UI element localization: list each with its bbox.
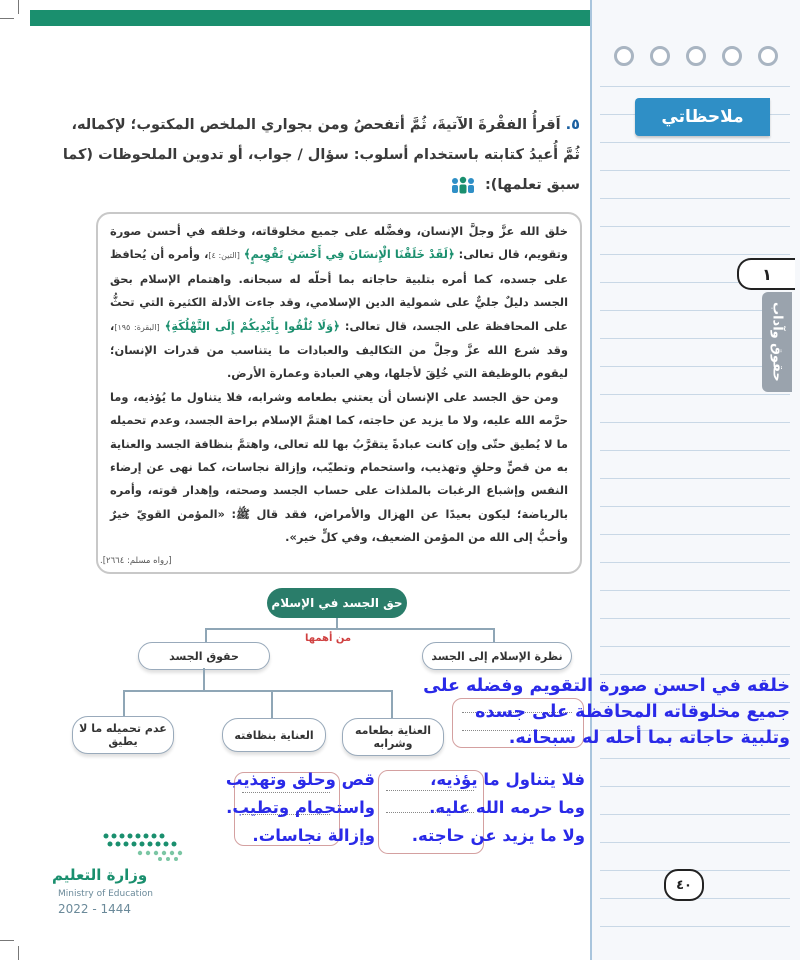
ruled-line [600, 394, 790, 395]
handwritten-line: جميع مخلوقاته المحافظة على جسده [475, 702, 790, 722]
ruled-line [600, 86, 790, 87]
page-number: ٤٠ [664, 869, 704, 901]
binder-dot [758, 46, 778, 66]
ruled-line [600, 506, 790, 507]
task-instruction [55, 110, 580, 200]
edition-year: 2022 - 1444 [58, 902, 132, 916]
connector-line [123, 690, 393, 692]
ruled-line [600, 618, 790, 619]
connector-line [391, 690, 393, 720]
ministry-logo-icon [100, 828, 190, 862]
ruled-line [600, 170, 790, 171]
task-number: ٥. [565, 117, 580, 133]
handwritten-line: خلقه في احسن صورة التقويم وفضله على [423, 676, 790, 696]
unit-number: ١ [737, 258, 795, 290]
diagram-root: حق الجسد في الإسلام [267, 588, 407, 618]
ruled-line [600, 842, 790, 843]
verse-reference: [التين: ٤] [208, 251, 240, 261]
ruled-line [600, 198, 790, 199]
verse-reference: [البقرة: ١٩٥] [114, 322, 160, 332]
group-work-icon [450, 176, 476, 194]
task-text: اَقرأُ الفقْرةَ الآتيةَ، ثُمَّ أتفحصُ ومن بجواري الملخص المكتوب؛ لإكماله، ثُمَّ أُعيدُ كتابته باستخدام أسلوب: سؤال / جواب، أو تدوين الملحوظات (كما سبق تعلمها): [62, 117, 580, 193]
binder-dot [722, 46, 742, 66]
ruled-line [600, 450, 790, 451]
quran-verse: ﴿وَلَا تُلْقُوا بِأَيْدِيكُمْ إِلَى التَّهْلُكَةِ﴾ [164, 318, 340, 333]
node-body-rights: حقوق الجسد [138, 642, 270, 670]
node-no-overburden: عدم تحميله ما لا يطيق [72, 716, 174, 754]
notes-sidebar [590, 0, 800, 960]
node-body-view: نظرة الإسلام إلى الجسد [422, 642, 572, 670]
passage-paragraph-2 [110, 386, 568, 550]
ruled-line [600, 562, 790, 563]
crop-mark [18, 946, 19, 960]
handwritten-summary-1 [420, 673, 790, 751]
node-cleanliness: العناية بنظافته [222, 718, 326, 752]
hadith-reference: [رواه مسلم: ٢٦٦٤]. [100, 556, 172, 566]
ruled-line [600, 478, 790, 479]
passage-paragraph-1 [110, 220, 568, 386]
handwritten-summary-2 [370, 766, 585, 850]
binder-dot [686, 46, 706, 66]
ruled-line [600, 422, 790, 423]
handwritten-line: فلا يتناول ما يؤذيه، [430, 770, 585, 789]
connector-line [205, 628, 207, 642]
ruled-line [600, 226, 790, 227]
passage-text: ومن حق الجسد على الإنسان أن يعتني بطعامه وشرابه، فلا يتناول ما يُؤذيه، وما حرَّمه الله عليه، ولا ما يزيد عن حاجته، كما اهتمَّ الإسلام براحة الجسد، وعدم تحميله ما لا يُطيق حتّى وإن كانت عبادةً يتقرَّبُ بها لله تعالى، واهتمَّ بنظافة الجسد والعناية به من قصٍّ وحلقٍ وتهذيب، واستحمام وتطيّب، وإزالة نجاسات، كما نهى عن إرضاء النفس وإشباع الرغبات بالملذات على حساب الجسد وصحته، وإهدار قوته، وأمره بالرياضة؛ ليكون بعيدًا عن الهزال والأمراض، فقد قال ﷺ: «المؤمن القويّ خيرٌ وأحبُّ إلى الله من المؤمن الضعيف، وفي كلٍّ خير». [110, 389, 568, 545]
ruled-line [600, 142, 790, 143]
passage-box [96, 212, 582, 574]
ruled-line [600, 926, 790, 927]
ruled-line [600, 814, 790, 815]
crop-mark [18, 0, 19, 14]
quran-verse: ﴿لَقَدْ خَلَقْنَا الْإِنسَانَ فِي أَحْسَنِ تَقْوِيمٍ﴾ [243, 247, 455, 262]
unit-title-tab: حقوق وآداب [762, 292, 792, 392]
ministry-name-ar: وزارة التعليم [52, 866, 148, 884]
handwritten-line: قص وحلق وتهذيب [225, 770, 375, 789]
handwritten-line: ولا ما يزيد عن حاجته. [411, 826, 585, 845]
connector-line [271, 690, 273, 720]
ruled-line [600, 786, 790, 787]
connector-label: من أهمها [305, 633, 352, 644]
passage-text: خلق الله عزَّ وجلَّ الإنسان، وفضَّله على جميع مخلوقاته، وخلقه في أحسن صورة وتقويم، قال تعالى: [110, 224, 568, 262]
handwritten-summary-3 [200, 766, 375, 850]
ruled-line [600, 534, 790, 535]
binder-dot [614, 46, 634, 66]
ruled-line [600, 254, 790, 255]
crop-mark [0, 940, 14, 941]
passage-text: ، وقد شرع الله عزَّ وجلَّ من التكاليف والعبادات ما يتناسب من قدرات الإنسان؛ ليقوم بالوظيفة التي خُلِقَ لأجلها، وهي العبادة وعمارة الأرض. [110, 318, 568, 381]
handwritten-line: وإزالة نجاسات. [252, 826, 375, 845]
handwritten-line: وما حرمه الله عليه. [429, 798, 585, 817]
ruled-line [600, 758, 790, 759]
crop-mark [0, 18, 14, 19]
ruled-line [600, 590, 790, 591]
connector-line [205, 628, 495, 630]
connector-line [203, 668, 205, 690]
ruled-line [600, 646, 790, 647]
binder-dot [650, 46, 670, 66]
handwritten-line: واستحمام وتطيب. [226, 798, 375, 817]
passage-text: ، وأمره أن يُحافظ على جسده، كما أمره بتلبية حاجاته بما أحلّه له سبحانه. واهتمام الإسلام بحق الجسد دليلٌ جليٌّ على شمولية الدين الإسلامي، وقد جاءت الأدلة الكثيرة التي تحثُّ على المحافظة على الجسد، قال تعالى: [110, 247, 568, 333]
connector-line [493, 628, 495, 642]
header-band [30, 10, 590, 26]
node-food-care: العناية بطعامه وشرابه [342, 718, 444, 756]
handwritten-line: وتلبية حاجاته بما أحله له سبحانه. [508, 728, 790, 748]
notes-title: ملاحظاتي [635, 98, 770, 136]
ministry-name-en: Ministry of Education [58, 889, 153, 899]
